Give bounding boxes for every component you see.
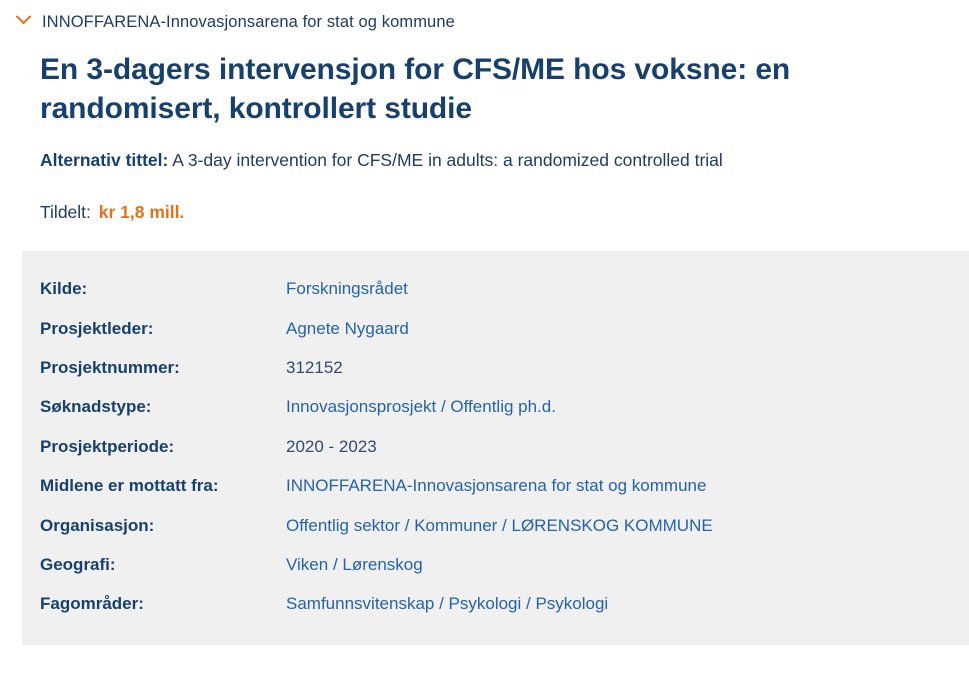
fact-label-geografi: Geografi: [40, 554, 116, 574]
program-header [12, 0, 969, 33]
table-row [40, 476, 713, 515]
fact-value-geografi[interactable]: Viken / Lørenskog [286, 554, 423, 574]
awarded-value: kr 1,8 mill. [98, 202, 185, 223]
alternative-title [40, 148, 939, 173]
awarded-amount [40, 202, 939, 223]
fact-value-organisasjon[interactable]: Offentlig sektor / Kommuner / LØRENSKOG KOMMUNE [286, 515, 713, 535]
fact-value-fagomrader[interactable]: Samfunnsvitenskap / Psykologi / Psykologi [286, 594, 609, 614]
fact-label-prosjektnummer: Prosjektnummer: [40, 358, 180, 377]
table-row [40, 279, 713, 318]
fact-label-fagomrader: Fagområder: [40, 594, 144, 614]
fact-label-kilde: Kilde: [40, 279, 88, 299]
project-content [40, 50, 939, 224]
fact-value-kilde[interactable]: Forskningsrådet [286, 279, 408, 299]
fact-label-organisasjon: Organisasjon: [40, 515, 155, 535]
table-row [40, 594, 713, 614]
table-row [40, 319, 713, 358]
table-row [40, 437, 713, 476]
alternative-title-label: Alternativ tittel: [40, 149, 169, 170]
fact-label-midlene-mottatt-fra: Midlene er mottatt fra: [40, 476, 219, 496]
table-row [40, 397, 713, 436]
program-name: INNOFFARENA-Innovasjonsarena for stat og kommune [42, 13, 455, 31]
fact-value-soknadstype[interactable]: Innovasjonsprosjekt / Offentlig ph.d. [286, 397, 556, 417]
page-title: En 3-dagers intervensjon for CFS/ME hos voksne: en randomisert, kontrollert studie [40, 52, 791, 125]
chevron-down-icon[interactable] [12, 12, 34, 25]
table-row [40, 516, 713, 555]
table-row [40, 555, 713, 594]
fact-label-soknadstype: Søknadstype: [40, 397, 152, 417]
fact-value-prosjektnummer: 312152 [286, 358, 343, 377]
awarded-label: Tildelt: [40, 202, 91, 223]
fact-label-prosjektleder: Prosjektleder: [40, 318, 154, 338]
table-row [40, 358, 713, 397]
project-facts-panel [22, 251, 969, 645]
alternative-title-value: A 3-day intervention for CFS/ME in adults: a randomized controlled trial [172, 149, 723, 170]
fact-value-prosjektleder[interactable]: Agnete Nygaard [286, 318, 409, 338]
fact-label-prosjektperiode: Prosjektperiode: [40, 436, 175, 456]
fact-value-midlene-mottatt-fra[interactable]: INNOFFARENA-Innovasjonsarena for stat og kommune [286, 476, 707, 496]
fact-value-prosjektperiode: 2020 - 2023 [286, 436, 377, 456]
project-facts-table [40, 279, 713, 615]
